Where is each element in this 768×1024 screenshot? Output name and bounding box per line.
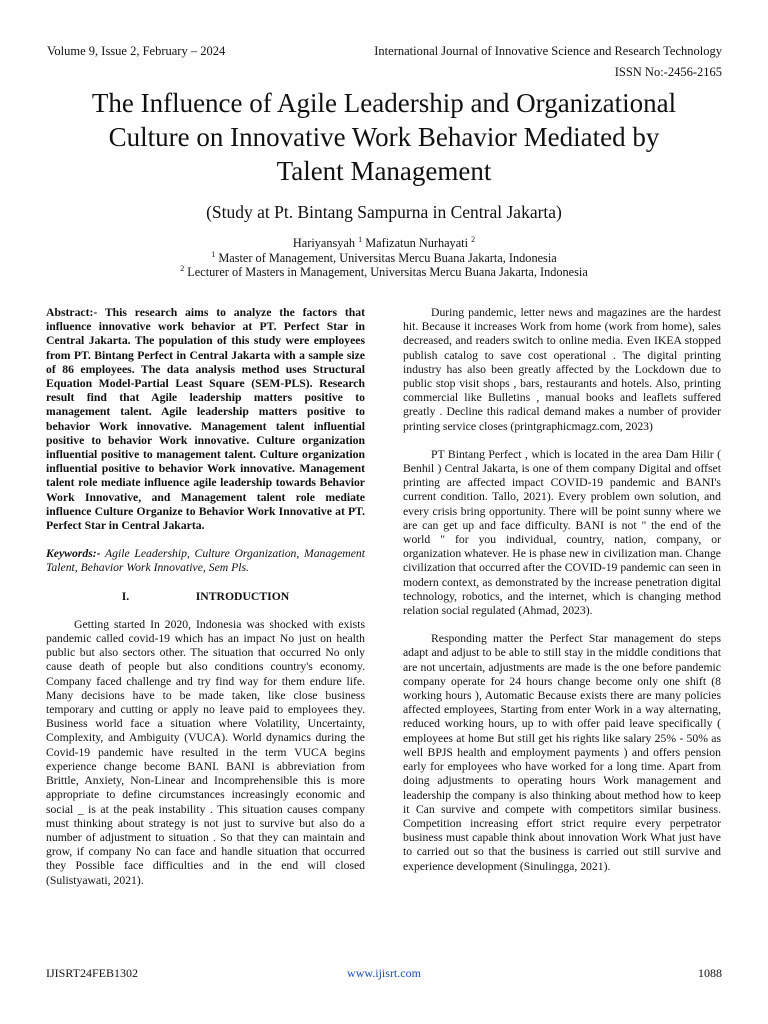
header-issn: ISSN No:-2456-2165: [614, 65, 722, 79]
keywords-text: Agile Leadership, Culture Organization, Management Talent, Behavior Work Innovative, Sem Pls.: [46, 547, 365, 575]
header-journal: International Journal of Innovative Science and Research Technology: [374, 44, 722, 58]
author-affiliation-mark: 1: [358, 234, 363, 244]
left-column: [46, 306, 365, 888]
title-line: Talent Management: [276, 156, 492, 186]
author-name: Hariyansyah: [292, 236, 356, 250]
header-volume: Volume 9, Issue 2, February – 2024: [47, 44, 226, 58]
footer-page-number: 1088: [698, 966, 722, 980]
keywords: [46, 547, 365, 575]
footer-website-link[interactable]: www.ijisrt.com: [347, 966, 421, 980]
author-affiliation-mark: 2: [471, 234, 476, 244]
paper-title: [40, 86, 728, 188]
section-number: I.: [121, 589, 130, 603]
abstract: Abstract:- This research aims to analyze the factors that influence innovative work behavior at PT. Perfect Star in Central Jakarta. The population of this study were employees from PT. Bintang Perfect in Central Jakarta with a sample size of 86 employees. The data analysis method uses Structural Equation Model-Partial Least Square (SEM-PLS). Research result find that Agile leadership matters positive to management talent. Agile leadership matters positive to behavior Work innovative. Management talent influential positive to behavior Work innovative. Culture organization influential positive to management talent. Culture organization influential positive to behavior Work innovative. Management talent role mediate influence agile leadership towards Behavior Work Innovative, and Management talent role mediate influence Culture Organize to Behavior Work Innovative at PT. Perfect Star in Central Jakarta.: [46, 306, 365, 533]
body-paragraph: Responding matter the Perfect Star management do steps adapt and adjust to be able to still stay in the middle conditions that are not uncertain, adjustments are made is the one before pandemic company operate for 24 hours change become only one shift (8 working hours ), Automatic Because exists there are many policies affected employees, Starting from enter Work in a way alternating, reduced working hours, up to with offer paid leave specifically ( employees at home But still get his rights like salary 25% - 50% as well BPJS health and employment payments ) and offers pension early for employees who have worked for a long time. Apart from doing adjustments to operating hours Work management and leadership the company is also thinking about method how to keep it Can survive and compete with competitors similar business. Competition increasing effort strict require every perpetrator business must capable think about innovation Work What just have to carried out so that the business is carried out still survive and experience development (Sinulingga, 2021).: [403, 632, 721, 873]
author-names: [40, 236, 728, 251]
affiliation: [40, 265, 728, 280]
title-line: The Influence of Agile Leadership and Organizational: [91, 88, 677, 118]
intro-paragraph: Getting started In 2020, Indonesia was shocked with exists pandemic called covid-19 which has an impact No just on health public but also sectors other. The situation that occurred No only cause death of people but also conditions country's economy. Company faced challenge and try find way for them endure life. Many decisions have to be made taken, like close business temporary and cutting or apply no leave paid to employees they. Business world face a situation where Volatility, Uncertainty, Complexity, and Ambiguity (VUCA). World dynamics during the Covid-19 pandemic have resulted in the term VUCA begins experience change become BANI. BANI is abbreviation from Brittle, Anxiety, Non-Linear and Incomprehensible this is more appropriate to define circumstances increasingly economic and social _ is at the peak instability . This situation causes company must thinking about strategy is not just to survive but also do a number of adjustment to situation . So that they can maintain and grow, if company No can face and handle situation that occurred they Possible face difficulties and in the end will closed (Sulistyawati, 2021).: [46, 617, 365, 887]
affiliation-mark: 1: [211, 249, 216, 259]
author-name: Mafizatun Nurhayati: [365, 236, 468, 250]
right-column: [403, 306, 721, 874]
footer-paper-id: IJISRT24FEB1302: [46, 966, 138, 980]
paper-subtitle: (Study at Pt. Bintang Sampurna in Central Jakarta): [206, 202, 562, 222]
title-line: Culture on Innovative Work Behavior Mediated by: [108, 122, 660, 152]
affiliation: [40, 251, 728, 266]
author-block: [40, 236, 728, 280]
keywords-label: Keywords:-: [46, 547, 101, 561]
section-heading: [46, 590, 365, 604]
body-paragraph: During pandemic, letter news and magazines are the hardest hit. Because it increases Work from home (work from home), sales decreased, and readers switch to online media. Even IKEA stopped publish catalog to save cost operational . The digital printing industry has also been greatly affected by the Lockdown due to public stop visit shops , bars, restaurants and hotels. Also, printing commercial like Bulletins , manual books and leaflets suffered greatly . Decline this radical demand makes a number of provider printing service closes (printgraphicmagz.com, 2023): [403, 306, 721, 433]
body-paragraph: PT Bintang Perfect , which is located in the area Dam Hilir ( Benhil ) Central Jakarta, is one of them company Digital and offset printing are affected impact COVID-19 pandemic and BANI's current condition. Tallo, 2021). Every problem own solution, and every crisis bring opportunity. There will be point sunny where we are can get up and face difficulty. BANI is not " the end of the world " for you individual, country, nation, company, or organization whatever. He is phase new in civilization man. Change civilization that occurred after the COVID-19 pandemic can seen in modern context, as demonstrated by the increase penetration digital technology, robotics, and the internet, which is changing method relation social regulated (Ahmad, 2023).: [403, 447, 721, 618]
affiliation-text: Lecturer of Masters in Management, Universitas Mercu Buana Jakarta, Indonesia: [187, 265, 588, 279]
section-title: INTRODUCTION: [195, 589, 290, 603]
affiliation-mark: 2: [180, 263, 185, 273]
affiliation-text: Master of Management, Universitas Mercu Buana Jakarta, Indonesia: [218, 250, 557, 265]
